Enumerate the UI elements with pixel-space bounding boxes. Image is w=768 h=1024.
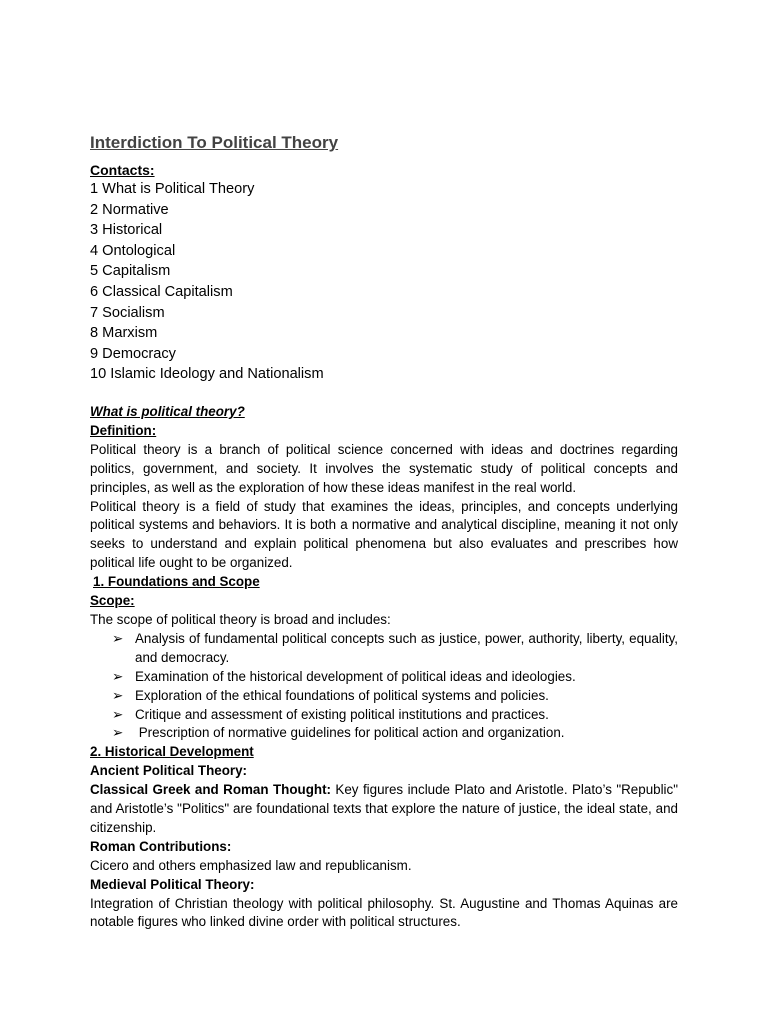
definition-paragraph: Political theory is a branch of political science concerned with ideas and doctrines regarding politics, government, and society. It involves the systematic study of political concepts and principles, as well as the exploration of how these ideas manifest in the real world. (90, 441, 678, 495)
toc-item: 10 Islamic Ideology and Nationalism (90, 366, 324, 383)
classical-text: Key figures include Plato and Aristotle. Plato’s "Republic" and Aristotle’s "Politics" are foundational texts that explore the nature of justice, the ideal state, and citizenship. (90, 782, 678, 835)
list-item (90, 630, 678, 668)
foundations-heading: 1. Foundations and Scope (93, 574, 260, 590)
scope-bullet-list (90, 630, 678, 743)
list-item (90, 668, 678, 687)
page-title: Interdiction To Political Theory (90, 133, 339, 152)
scope-heading: Scope: (90, 593, 135, 609)
arrow-bullet-icon: ➢ (112, 725, 124, 741)
list-item (90, 724, 678, 743)
contacts-heading: Contacts: (90, 162, 155, 178)
arrow-bullet-icon: ➢ (112, 706, 124, 722)
medieval-paragraph: Integration of Christian theology with political philosophy. St. Augustine and Thomas Aquinas are notable figures who linked divine order with political structures. (90, 895, 678, 930)
list-item-text: Analysis of fundamental political concepts such as justice, power, authority, liberty, equality, and democracy. (135, 630, 678, 665)
list-item-text: Prescription of normative guidelines for political action and organization. (135, 725, 565, 741)
arrow-bullet-icon: ➢ (112, 668, 124, 684)
arrow-bullet-icon: ➢ (112, 630, 124, 646)
list-item-text: Examination of the historical development of political ideas and ideologies. (135, 668, 576, 684)
historical-heading: 2. Historical Development (90, 744, 254, 760)
list-item (90, 687, 678, 706)
definition-heading: Definition: (90, 422, 157, 438)
ancient-heading: Ancient Political Theory: (90, 763, 247, 779)
toc-item: 8 Marxism (90, 325, 158, 342)
scope-intro: The scope of political theory is broad and includes: (90, 611, 391, 627)
toc-item: 9 Democracy (90, 345, 176, 362)
toc-item: 4 Ontological (90, 242, 176, 259)
toc-item: 5 Capitalism (90, 263, 171, 280)
list-item (90, 706, 678, 725)
roman-paragraph: Cicero and others emphasized law and republicanism. (90, 857, 412, 873)
definition-paragraph: Political theory is a field of study that examines the ideas, principles, and concepts underlying political systems and behaviors. It is both a normative and analytical discipline, meaning it not only seeks to understand and explain political phenomena but also evaluates and prescribes how political life ought to be organized. (90, 498, 678, 571)
roman-heading: Roman Contributions: (90, 838, 232, 854)
list-item-text: Critique and assessment of existing political institutions and practices. (135, 706, 549, 722)
toc-item: 1 What is Political Theory (90, 181, 255, 197)
toc-item: 6 Classical Capitalism (90, 283, 233, 300)
medieval-heading: Medieval Political Theory: (90, 876, 255, 892)
toc-item: 2 Normative (90, 201, 169, 218)
list-item-text: Exploration of the ethical foundations of political systems and policies. (135, 687, 549, 703)
toc-item: 3 Historical (90, 222, 163, 239)
document-body (90, 403, 678, 932)
arrow-bullet-icon: ➢ (112, 687, 124, 703)
table-of-contents (90, 179, 324, 385)
toc-item: 7 Socialism (90, 304, 165, 321)
classical-label: Classical Greek and Roman Thought: (90, 782, 331, 798)
section-question-heading: What is political theory? (90, 404, 245, 419)
classical-paragraph (90, 781, 678, 838)
